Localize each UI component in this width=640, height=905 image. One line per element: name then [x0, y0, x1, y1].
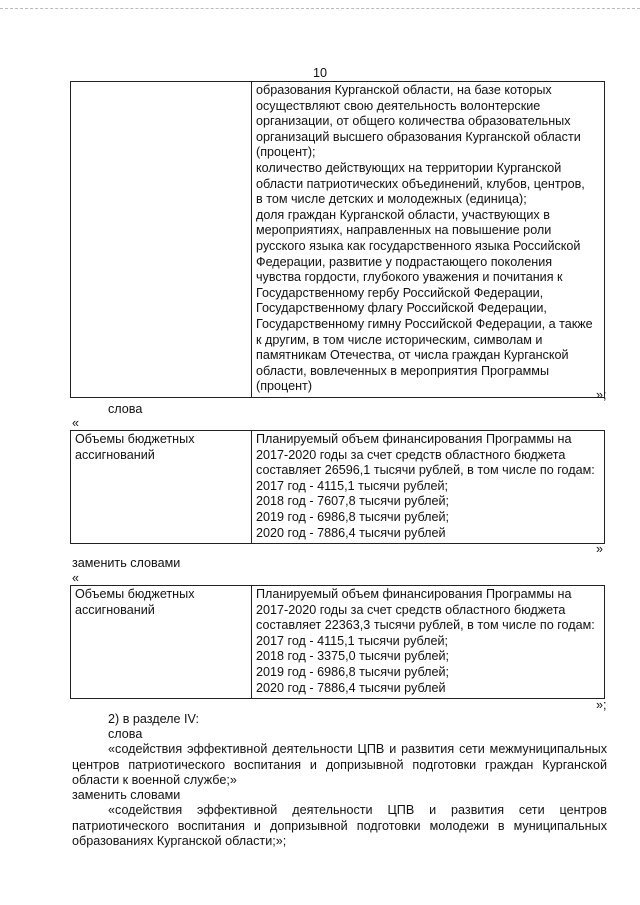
text-line: 2019 год - 6986,8 тысячи рублей; — [256, 664, 449, 679]
text-line: области к военной службе;» — [72, 773, 237, 788]
label-words: слова — [108, 727, 143, 741]
text-line: 2020 год - 7886,4 тысячи рублей — [256, 680, 446, 695]
text-line: осуществляют свою деятельность волонтерские — [256, 98, 541, 113]
table-cell-right — [252, 82, 605, 398]
indicators-table — [70, 81, 605, 398]
text-line: Государственному гимну Российской Федерации, а также — [256, 316, 593, 331]
old-text-paragraph — [72, 742, 607, 789]
text-line: патриотического воспитания и допризывной подготовки молодежи в муниципальных — [72, 818, 607, 833]
text-line: организаций высшего образования Курганской области — [256, 129, 581, 144]
text-line: в том числе детских и молодежных (единица); — [256, 192, 527, 207]
table-row — [71, 431, 605, 544]
old-budget-table — [70, 430, 605, 544]
text-line: памятникам Отечества, от числа граждан Курганской — [256, 348, 569, 363]
table-cell-left — [71, 586, 252, 699]
closing-quote: »; — [596, 388, 607, 402]
text-line: 2020 год - 7886,4 тысячи рублей — [256, 525, 446, 540]
text-line: количество действующих на территории Курганской — [256, 160, 562, 175]
table-row — [71, 82, 605, 398]
text-line: к другим, в том числе историческим, символам и — [256, 332, 543, 347]
text-line: 2018 год - 7607,8 тысячи рублей; — [256, 494, 449, 509]
text-line: «содействия эффективной деятельности ЦПВ и развития сети центров — [108, 803, 607, 817]
text-line: образования Курганской области, на базе которых — [256, 83, 552, 97]
section-item: 2) в разделе IV: — [108, 712, 199, 726]
text-line: мероприятиях, направленных на повышение роли — [256, 223, 552, 238]
text-line: составляет 22363,3 тысячи рублей, в том числе по годам: — [256, 618, 595, 633]
text-line: Объемы бюджетных — [75, 432, 195, 446]
label-replace: заменить словами — [72, 556, 181, 570]
text-line: (процент) — [256, 379, 313, 394]
opening-quote: « — [72, 571, 80, 585]
closing-quote: »; — [596, 698, 607, 712]
table-row — [71, 586, 605, 699]
text-line: русского языка как государственного языка Российской — [256, 238, 581, 253]
label-replace: заменить словами — [72, 788, 181, 802]
opening-quote: « — [72, 416, 80, 430]
closing-quote: » — [596, 542, 604, 556]
table-cell-right — [252, 586, 605, 699]
table-cell-right — [252, 431, 605, 544]
scan-edge-line — [0, 8, 640, 9]
text-line: ассигнований — [75, 447, 155, 462]
new-budget-table — [70, 585, 605, 699]
text-line: 2017-2020 годы за счет средств областного бюджета — [256, 447, 566, 462]
text-line: чувства гордости, глубокого уважения и почитания к — [256, 270, 563, 285]
table-cell-left — [71, 82, 252, 398]
page-number: 10 — [312, 66, 327, 80]
text-line: 2018 год - 3375,0 тысячи рублей; — [256, 649, 449, 664]
text-line: ассигнований — [75, 602, 155, 617]
text-line: Объемы бюджетных — [75, 587, 195, 601]
text-line: Планируемый объем финансирования Программы на — [256, 587, 572, 601]
text-line: 2019 год - 6986,8 тысячи рублей; — [256, 509, 449, 524]
new-text-paragraph — [72, 803, 607, 850]
label-words: слова — [108, 402, 143, 416]
text-line: доля граждан Курганской области, участвующих в — [256, 207, 550, 222]
text-line: «содействия эффективной деятельности ЦПВ и развития сети межмуниципальных — [108, 742, 607, 756]
text-line: составляет 26596,1 тысячи рублей, в том числе по годам: — [256, 463, 595, 478]
text-line: 2017-2020 годы за счет средств областного бюджета — [256, 602, 566, 617]
text-line: области патриотических объединений, клубов, центров, — [256, 176, 585, 191]
text-line: 2017 год - 4115,1 тысячи рублей; — [256, 478, 449, 493]
text-line: Государственному флагу Российской Федерации, — [256, 301, 547, 316]
text-line: центров патриотического воспитания и допризывной подготовки граждан Курганской — [72, 757, 607, 772]
text-line: области, вовлеченных в мероприятия Программы — [256, 363, 550, 378]
text-line: 2017 год - 4115,1 тысячи рублей; — [256, 633, 449, 648]
text-line: Государственному гербу Российской Федерации, — [256, 285, 544, 300]
text-line: образованиях Курганской области;»; — [72, 834, 287, 849]
text-line: Планируемый объем финансирования Программы на — [256, 432, 572, 446]
table-cell-left — [71, 431, 252, 544]
text-line: (процент); — [256, 145, 316, 160]
text-line: организации, от общего количества образовательных — [256, 114, 571, 129]
text-line: Федерации, развитие у подрастающего поколения — [256, 254, 553, 269]
